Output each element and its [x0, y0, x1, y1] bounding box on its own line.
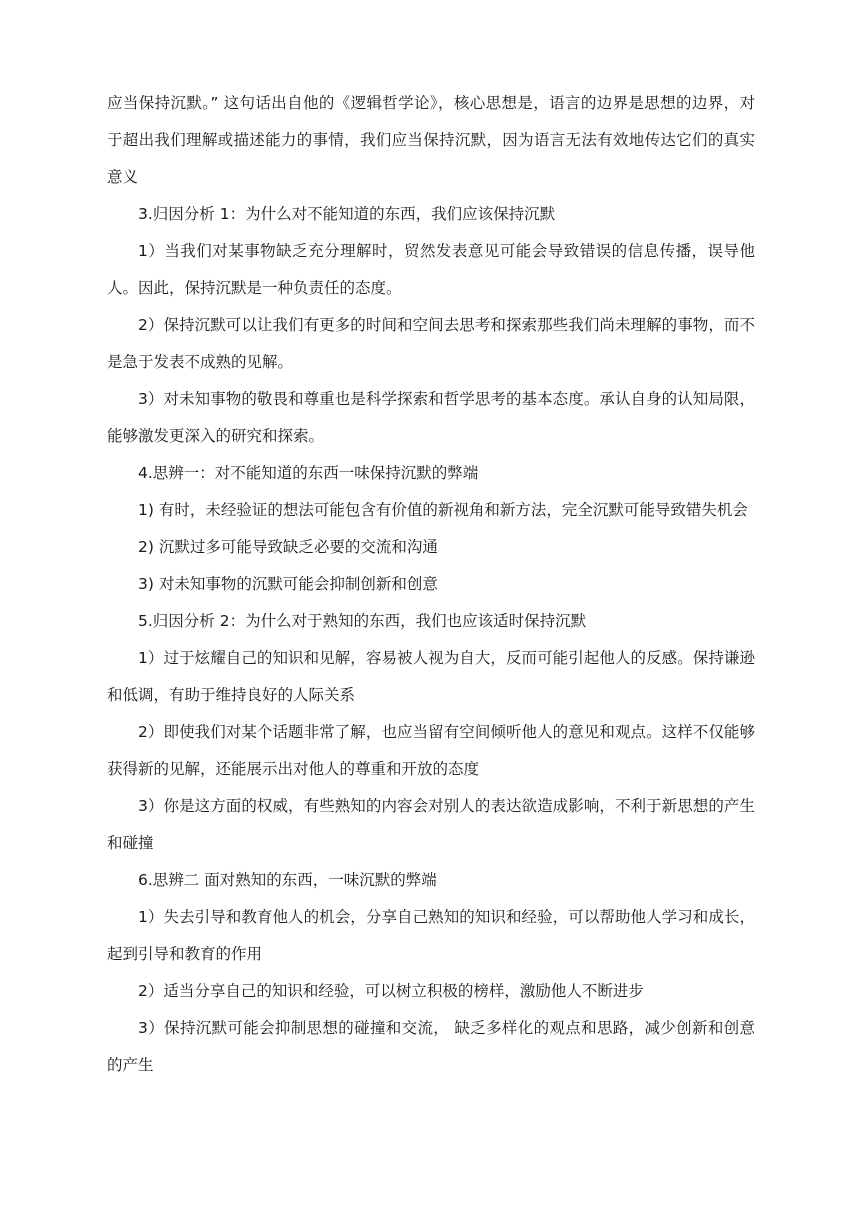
- paragraph: 应当保持沉默。” 这句话出自他的《逻辑哲学论》，核心思想是，语言的边界是思想的边界，对于超出我们理解或描述能力的事情，我们应当保持沉默，因为语言无法有效地传达它们的真实意义: [107, 94, 755, 186]
- list-item: 2）即使我们对某个话题非常了解，也应当留有空间倾听他人的意见和观点。这样不仅能够获得新的见解，还能展示出对他人的尊重和开放的态度: [107, 723, 755, 778]
- list-item: 1）当我们对某事物缺乏充分理解时，贸然发表意见可能会导致错误的信息传播，误导他人。因此，保持沉默是一种负责任的态度。: [107, 242, 755, 297]
- list-item: 1）失去引导和教育他人的机会，分享自己熟知的知识和经验，可以帮助他人学习和成长，起到引导和教育的作用: [107, 908, 755, 963]
- section-heading: 4.思辨一：对不能知道的东西一味保持沉默的弊端: [138, 464, 479, 482]
- section-heading: 6.思辨二 面对熟知的东西，一味沉默的弊端: [138, 871, 437, 889]
- list-item: 2）保持沉默可以让我们有更多的时间和空间去思考和探索那些我们尚未理解的事物，而不是急于发表不成熟的见解。: [107, 316, 755, 371]
- list-item: 1）过于炫耀自己的知识和见解，容易被人视为自大，反而可能引起他人的反感。保持谦逊和低调，有助于维持良好的人际关系: [107, 649, 755, 704]
- list-item: 2) 沉默过多可能导致缺乏必要的交流和沟通: [138, 538, 438, 556]
- section-heading: 5.归因分析 2：为什么对于熟知的东西，我们也应该适时保持沉默: [138, 612, 587, 630]
- list-item: 3）保持沉默可能会抑制思想的碰撞和交流， 缺乏多样化的观点和思路，减少创新和创意的产生: [107, 1019, 755, 1074]
- list-item: 1) 有时，未经验证的想法可能包含有价值的新视角和新方法，完全沉默可能导致错失机会: [138, 501, 748, 519]
- list-item: 3）你是这方面的权威，有些熟知的内容会对别人的表达欲造成影响，不利于新思想的产生和碰撞: [107, 797, 755, 852]
- list-item: 3）对未知事物的敬畏和尊重也是科学探索和哲学思考的基本态度。承认自身的认知局限，能够激发更深入的研究和探索。: [107, 390, 755, 445]
- list-item: 3) 对未知事物的沉默可能会抑制创新和创意: [138, 575, 438, 593]
- list-item: 2）适当分享自己的知识和经验，可以树立积极的榜样，激励他人不断进步: [138, 982, 644, 1000]
- document-body: [107, 85, 755, 1084]
- section-heading: 3.归因分析 1：为什么对不能知道的东西，我们应该保持沉默: [138, 205, 556, 223]
